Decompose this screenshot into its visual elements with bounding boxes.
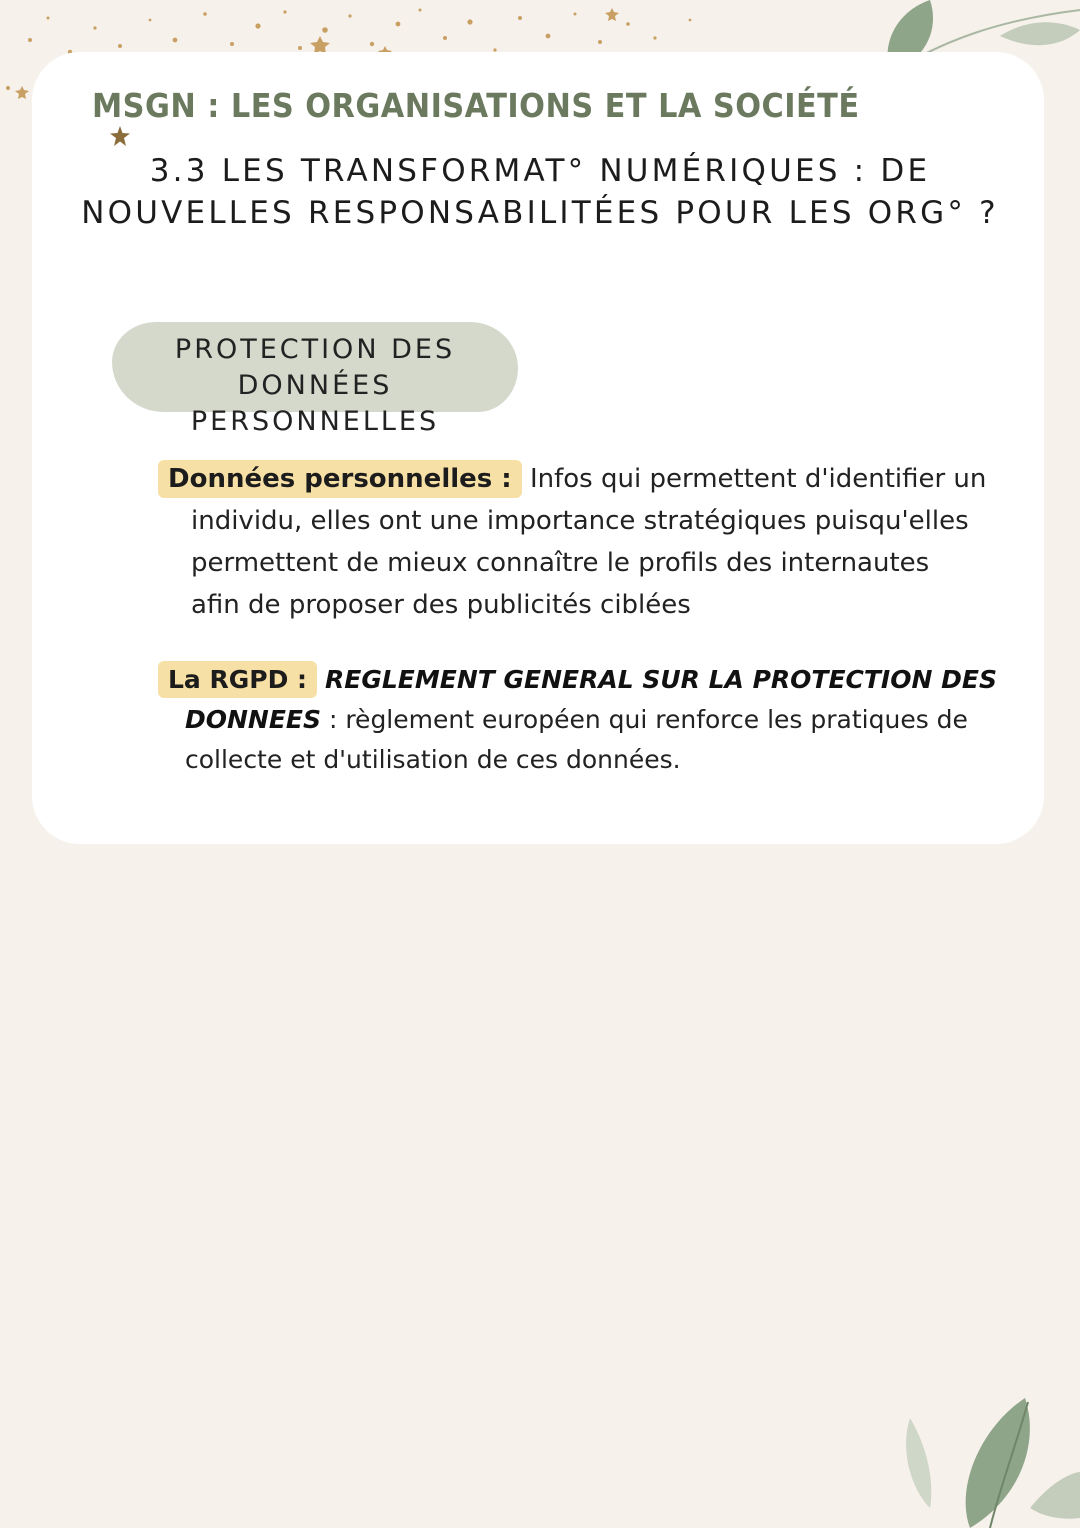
leaf-decoration-bottom bbox=[850, 1388, 1080, 1528]
definition-personal-data bbox=[158, 458, 988, 626]
definition-term: Données personnelles : bbox=[158, 460, 522, 498]
star-icon bbox=[110, 126, 130, 146]
definition-text-continued bbox=[158, 700, 975, 780]
chapter-subtitle: 3.3 LES TRANSFORMAT° NUMÉRIQUES : DE NOUVELLES RESPONSABILITÉES POUR LES ORG° ? bbox=[81, 153, 999, 231]
rgpd-full-name: REGLEMENT GENERAL SUR LA PROTECTION DES bbox=[325, 665, 997, 694]
definition-rgpd bbox=[158, 660, 997, 780]
definition-first-line bbox=[158, 458, 988, 500]
section-heading-line-1: PROTECTION DES bbox=[174, 334, 456, 365]
definition-text-start: Infos qui permettent d'identifier un bbox=[529, 464, 987, 494]
definition-first-line bbox=[158, 660, 997, 700]
section-heading-badge bbox=[112, 322, 518, 437]
definition-text-continued: individu, elles ont une importance stratégiques puisqu'elles permettent de mieux connaître le profils des internautes afin de proposer des publicités ciblées bbox=[191, 506, 969, 620]
rgpd-full-name-end: DONNEES bbox=[185, 705, 322, 734]
section-heading-line-2: DONNÉES PERSONNELLES bbox=[190, 370, 440, 437]
document-title: MSGN : LES ORGANISATIONS ET LA SOCIÉTÉ bbox=[92, 86, 860, 125]
section-heading bbox=[112, 332, 518, 440]
definition-term: La RGPD : bbox=[158, 661, 317, 698]
rgpd-description: : règlement européen qui renforce les pratiques de collecte et d'utilisation de ces données. bbox=[185, 705, 968, 774]
